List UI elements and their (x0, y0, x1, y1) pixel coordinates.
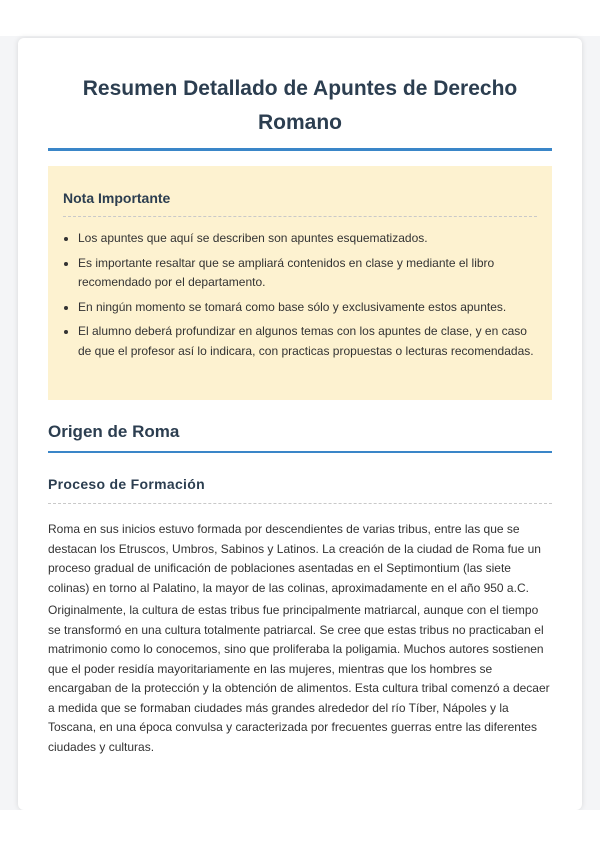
document-title: Resumen Detallado de Apuntes de Derecho Romano (82, 77, 518, 134)
note-heading: Nota Importante (63, 190, 171, 206)
note-divider (63, 216, 537, 217)
paragraph: Originalmente, la cultura de estas tribus fue principalmente matriarcal, aunque con el tiempo se transformó en una cultura totalmente patriarcal. Se cree que estas tribus no practicaban el matrimonio como lo conocemos, sino que proliferaba la poligamia. Muchos autores sostienen que el poder residía mayoritariamente en las mujeres, mientras que los hombres se encargaban de la protección y la obtención de alimentos. Esta cultura tribal comenzó a decaer a medida que se formaban ciudades más grandes alrededor del río Tíber, Nápoles y la Toscana, en una época convulsa y caracterizada por frecuentes guerras entre las diferentes ciudades y culturas. (48, 603, 550, 754)
subsection-divider (48, 503, 552, 504)
note-list (63, 229, 537, 361)
important-note-box (48, 166, 552, 400)
page-bottom-margin (0, 810, 600, 848)
section-heading: Origen de Roma (48, 422, 180, 441)
title-divider (48, 148, 552, 151)
section-divider (48, 451, 552, 453)
paragraph: Roma en sus inicios estuvo formada por descendientes de varias tribus, entre las que se destacan los Etruscos, Umbros, Sabinos y Latinos. La creación de la ciudad de Roma fue un proceso gradual de unificación de poblaciones asentadas en el Septimontium (las siete colinas) en torno al Palatino, la mayor de las colinas, aproximadamente en el año 950 a.C. (48, 522, 541, 595)
note-item: • Es importante resaltar que se ampliará contenidos en clase y mediante el libro recomendado por el departamento. (78, 254, 537, 293)
note-item: • En ningún momento se tomará como base sólo y exclusivamente estos apuntes. (78, 298, 537, 318)
subsection-heading: Proceso de Formación (48, 476, 205, 492)
document-page (18, 38, 582, 810)
note-item: • El alumno deberá profundizar en algunos temas con los apuntes de clase, y en caso de que el profesor así lo indicara, con practicas propuestas o lecturas recomendadas. (78, 322, 537, 361)
note-item: • Los apuntes que aquí se describen son apuntes esquematizados. (78, 229, 537, 249)
page-top-margin (0, 0, 600, 36)
